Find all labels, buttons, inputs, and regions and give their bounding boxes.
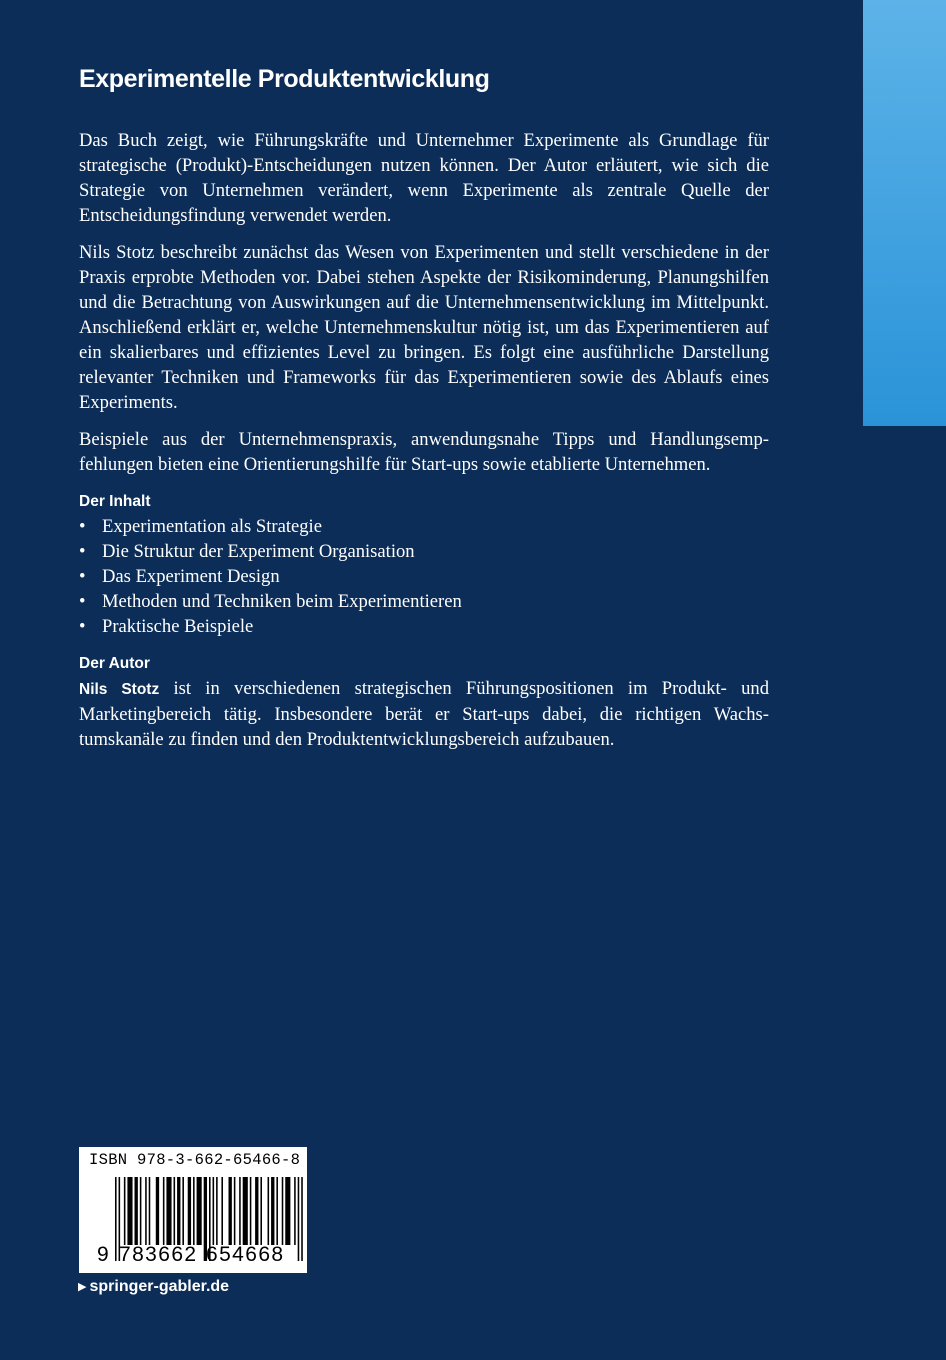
publisher-website[interactable]	[78, 1276, 229, 1298]
barcode-bar	[260, 1177, 262, 1245]
author-name: Nils Stotz	[79, 681, 160, 698]
barcode-bar	[250, 1177, 252, 1245]
barcode-bar	[213, 1177, 215, 1245]
barcode-bar	[234, 1177, 236, 1245]
description-paragraph-1: Das Buch zeigt, wie Führungskräfte und Unternehmer Experimente als Grundlage für strategische (Produkt)-Entscheidungen nutzen können. Der Autor erläutert, wie sich die Strategie von Unternehmen verändert, wenn Experimente als zentrale Quelle der Entscheidungsfindung verwendet werden.	[79, 130, 769, 226]
isbn-barcode	[79, 1147, 307, 1273]
list-item: • Die Struktur der Experiment Organisation	[79, 541, 415, 562]
author-bio	[79, 676, 769, 752]
barcode-bar	[135, 1177, 138, 1245]
bullet-icon: •	[79, 566, 86, 587]
barcode-bar	[229, 1177, 232, 1245]
barcode-bar	[140, 1177, 142, 1245]
barcode-bar	[174, 1177, 176, 1245]
barcode-bar	[127, 1177, 132, 1245]
author-heading: Der Autor	[79, 655, 150, 672]
barcode-bar	[197, 1177, 202, 1245]
barcode-bar	[149, 1177, 151, 1245]
list-item: • Das Experiment Design	[79, 566, 280, 587]
barcode-bar	[294, 1177, 296, 1245]
barcode-bar	[239, 1177, 241, 1245]
barcode-bar	[124, 1177, 126, 1245]
barcode-bar	[156, 1177, 159, 1245]
contents-list	[79, 514, 769, 639]
book-title: Experimentelle Produktentwicklung	[79, 65, 490, 93]
back-cover-text	[79, 62, 769, 764]
list-item: • Praktische Beispiele	[79, 616, 254, 637]
contents-heading: Der Inhalt	[79, 493, 151, 510]
barcode-bar	[285, 1177, 290, 1245]
description-paragraph-2: Nils Stotz beschreibt zunächst das Wesen von Experimenten und stellt verschiedene in der Praxis erprobte Methoden vor. Dabei stehen Aspekte der Risikominderung, Planungshilfen und die Betrachtung von Auswirkungen auf die Unternehmensentwicklung im Mittelpunkt. Anschließend erklärt er, welche Unternehmenskultur nötig ist, um das Experimentieren auf ein skalierbares und effizientes Level zu bringen. Es folgt eine ausführliche Darstellung relevanter Techniken und Frameworks für das Experimentieren sowie des Ablaufs eines Experiments.	[79, 242, 769, 413]
list-item: • Experimentation als Strategie	[79, 516, 322, 537]
barcode-bar	[268, 1177, 270, 1245]
barcode-bar	[243, 1177, 248, 1245]
isbn-label: ISBN 978-3-662-65466-8	[89, 1151, 301, 1169]
barcode-bar	[145, 1177, 147, 1245]
barcode-bar	[163, 1177, 165, 1245]
description-paragraph-3: Beispiele aus der Unternehmenspraxis, anwendungsnahe Tipps und Handlungsempfehlungen bieten eine Orientierungshilfe für Start-ups sowie etablierte Unternehmen.	[79, 429, 769, 475]
barcode-bar	[193, 1177, 195, 1245]
bullet-icon: •	[79, 591, 86, 612]
bullet-icon: •	[79, 516, 86, 537]
barcode-digits: 9 783662 654668	[97, 1243, 285, 1266]
arrow-right-icon: ▶	[78, 1281, 87, 1293]
barcode-bar	[282, 1177, 284, 1245]
barcode-bar	[188, 1177, 191, 1245]
barcode-bar	[276, 1177, 278, 1245]
barcode-bar	[271, 1177, 274, 1245]
website-label: springer-gabler.de	[89, 1278, 230, 1295]
list-item: • Methoden und Techniken beim Experimentieren	[79, 591, 462, 612]
barcode-bar	[177, 1177, 180, 1245]
barcode-bar	[166, 1177, 171, 1245]
bullet-icon: •	[79, 616, 86, 637]
barcode-bar	[216, 1177, 218, 1245]
bullet-icon: •	[79, 541, 86, 562]
author-bio-text: ist in verschiedenen strategischen Führungspositionen im Produkt- und Marketingbereich tätig. Insbesondere berät er Start-ups dabei, die richtigen Wachstumskanäle zu finden und den Produktentwicklungsbereich aufzubauen.	[79, 678, 769, 750]
barcode-bar	[182, 1177, 184, 1245]
accent-bar	[863, 0, 946, 426]
barcode-bar	[255, 1177, 258, 1245]
barcode-bar	[221, 1177, 223, 1245]
